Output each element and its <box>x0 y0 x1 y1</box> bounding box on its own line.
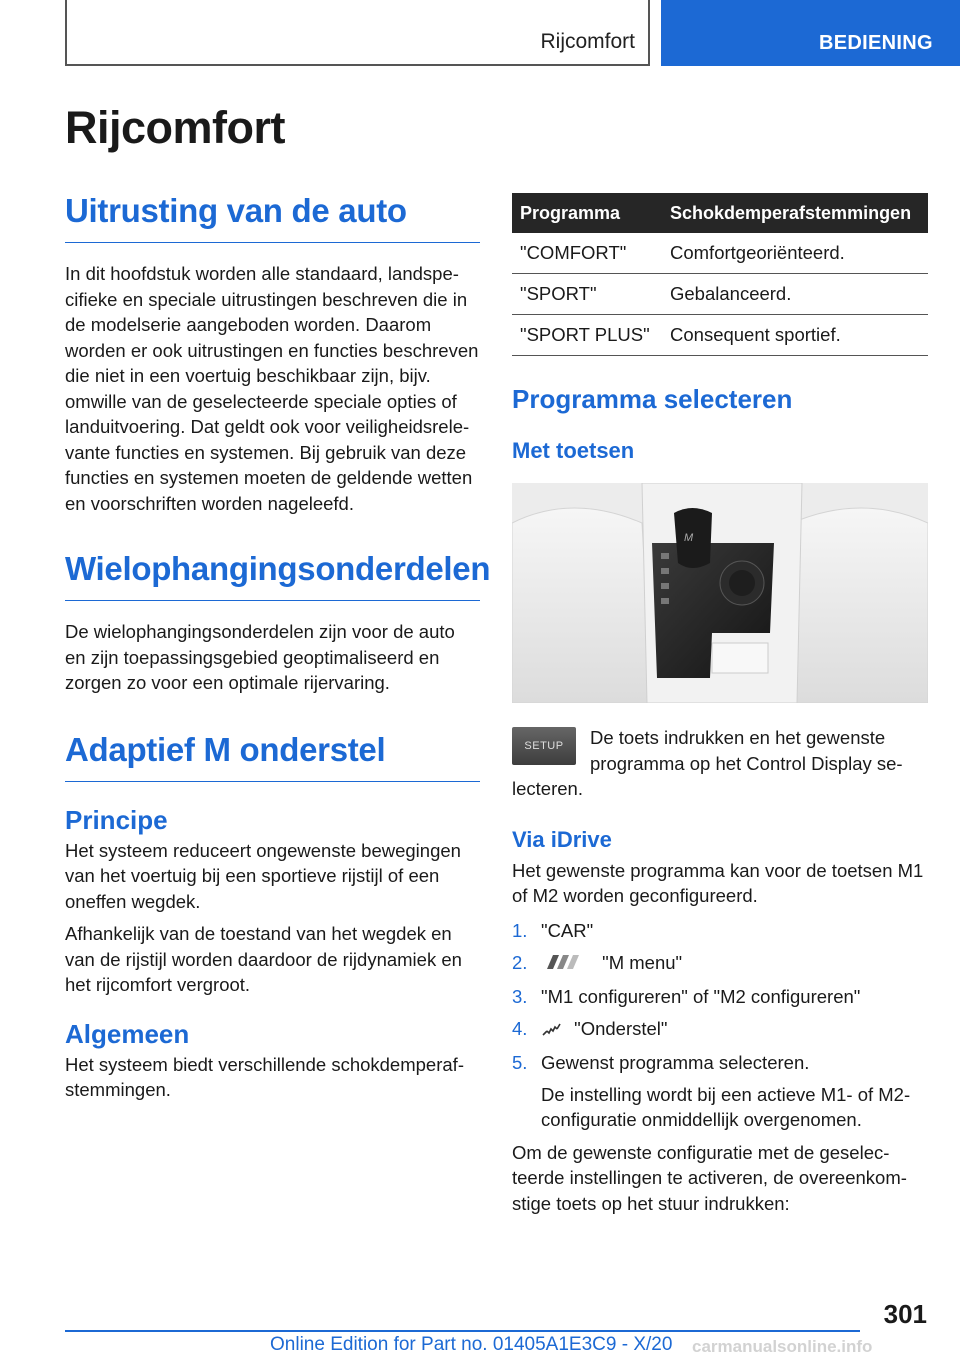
principe-p1: Het systeem reduceert ongewenste bewegingen van het voertuig bij een sportieve rijstijl of een oneffen wegdek. <box>65 839 461 912</box>
table-cell-program: "SPORT PLUS" <box>512 315 662 356</box>
table-header-row <box>512 193 928 233</box>
list-item <box>512 1016 928 1043</box>
step-text: Gewenst programma selecteren. <box>541 1052 810 1074</box>
watermark: carmanualsonline.info <box>692 1337 873 1356</box>
step-number: 3. <box>512 985 528 1007</box>
step-number: 2. <box>512 952 528 973</box>
step-text: "CAR" <box>541 919 594 941</box>
heading-algemeen: Algemeen <box>65 1018 190 1049</box>
header-chapter-tab[interactable]: BEDIENING <box>661 0 960 66</box>
step5-note: De instelling wordt bij een actieve M1- of M2-configuratie onmiddellijk overgenomen. <box>541 1083 911 1131</box>
heading-programma-selecteren: Programma selecteren <box>512 384 793 414</box>
closing-text: Om de gewenste configuratie met de geselecteerde instellingen te activeren, de overeenkomstige toets op het stuur indrukken: <box>512 1141 907 1214</box>
page-number: 301 <box>883 1299 927 1329</box>
footer-edition: Online Edition for Part no. 01405A1E3C9 - X/20 <box>270 1334 673 1355</box>
heading-wielophanging: Wielophangingsonderdelen <box>65 548 480 601</box>
table-cell-desc: Comfortgeoriënteerd. <box>662 233 928 274</box>
uitrusting-body: In dit hoofdstuk worden alle standaard, landspecifieke en speciale uitrustingen beschreven die in de modelserie aangeboden worden. Daarom worden er ook uitrustingen en functies beschreven die niet in een voertuig beschikbaar zijn, bijv. omwille van de geselecteerde speciale opties of landuitvoering. Dat geldt ook voor veiligheidsrelevante functies en systemen. Bij gebruik van deze functies en systemen moeten de geldende wetten en voorschriften worden nageleefd. <box>65 263 479 514</box>
setup-instruction <box>512 725 928 802</box>
heading-principe: Principe <box>65 804 168 835</box>
step-number: 5. <box>512 1052 528 1074</box>
table-cell-desc: Gebalanceerd. <box>662 274 928 315</box>
center-console-photo <box>512 483 928 703</box>
program-table <box>512 193 928 356</box>
heading-uitrusting: Uitrusting van de auto <box>65 190 480 243</box>
algemeen-body: Het systeem biedt verschillende schokdemperafstemmingen. <box>65 1053 464 1100</box>
step-number: 4. <box>512 1018 528 1040</box>
table-row <box>512 233 928 274</box>
table-header-program: Programma <box>512 193 662 233</box>
table-row <box>512 274 928 315</box>
m-menu-icon <box>541 951 589 977</box>
table-row <box>512 315 928 356</box>
page-title: Rijcomfort <box>65 102 285 153</box>
step-text: "M menu" <box>602 952 683 973</box>
heading-via-idrive: Via iDrive <box>512 826 612 852</box>
table-cell-program: "COMFORT" <box>512 233 662 274</box>
page-header <box>0 0 960 66</box>
list-item <box>512 918 928 944</box>
table-cell-program: "SPORT" <box>512 274 662 315</box>
setup-button[interactable]: SETUP <box>512 727 576 765</box>
right-column <box>512 193 928 1216</box>
step-text: "M1 configureren" of "M2 configureren" <box>541 985 861 1007</box>
idrive-intro: Het gewenste programma kan voor de toetsen M1 of M2 worden geconfigureerd. <box>512 859 924 906</box>
footer-rule <box>65 1330 860 1332</box>
list-item <box>512 1050 928 1133</box>
setup-text: De toets indrukken en het gewenste programma op het Control Display selecteren. <box>512 727 903 799</box>
heading-adaptief: Adaptief M onderstel <box>65 729 480 782</box>
list-item <box>512 984 928 1010</box>
center-console-illustration <box>512 483 928 703</box>
table-cell-desc: Consequent sportief. <box>662 315 928 356</box>
idrive-steps <box>512 918 928 1133</box>
svg-text:M: M <box>684 532 694 544</box>
wielophanging-body: De wielophangingsonderdelen zijn voor de auto en zijn toepassingsgebied geoptimaliseerd en zorgen zo voor een optimale rijervaring. <box>65 621 455 693</box>
suspension-icon <box>541 1018 561 1044</box>
principe-p2: Afhankelijk van de toestand van het wegdek en van de rijstijl worden daardoor de rijdynamiek en het rijcomfort vergroot. <box>65 923 462 995</box>
step-number: 1. <box>512 919 528 941</box>
heading-met-toetsen: Met toetsen <box>512 438 635 463</box>
table-header-damper: Schokdemperafstemmingen <box>662 193 928 233</box>
list-item <box>512 950 928 977</box>
left-column <box>65 100 491 1103</box>
step-text: "Onderstel" <box>574 1018 668 1040</box>
header-section-title: Rijcomfort <box>540 30 635 53</box>
